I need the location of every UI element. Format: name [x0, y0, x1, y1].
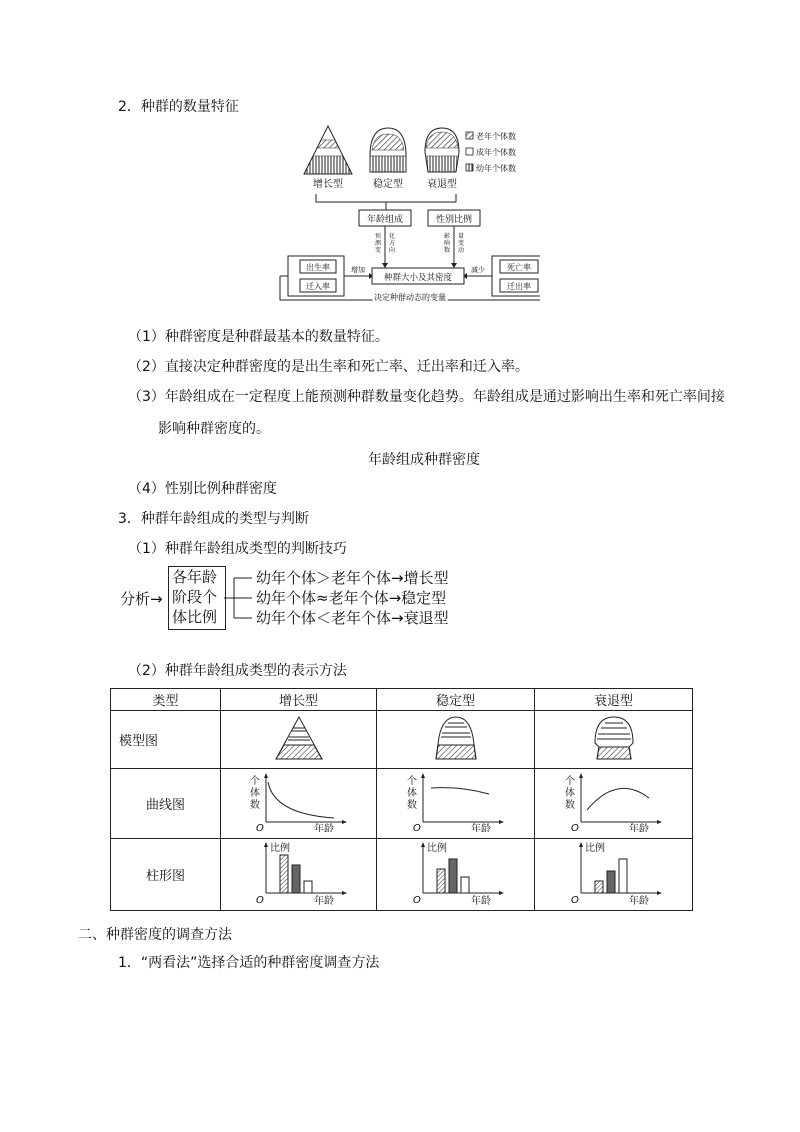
svg-text:O: O — [570, 822, 579, 832]
model-growth — [221, 711, 377, 769]
table-row-bar — [111, 839, 693, 911]
svg-text:O: O — [412, 822, 421, 832]
bar-growth — [221, 839, 377, 911]
declining-model-icon — [579, 713, 649, 763]
declining-curve-chart — [559, 772, 669, 832]
svg-text:向: 向 — [389, 247, 396, 254]
svg-text:个: 个 — [406, 775, 417, 787]
declining-bar-chart — [559, 841, 669, 905]
curve-declining — [535, 769, 693, 839]
rule-growth: 幼年个体＞老年个体→增长型 — [256, 569, 449, 587]
svg-text:变: 变 — [375, 247, 382, 254]
svg-text:死亡率: 死亡率 — [507, 263, 531, 272]
legend-adult: 成年个体数 — [476, 148, 516, 157]
point-3: （3）年龄组成在一定程度上能预测种群数量变化趋势。年龄组成是通过影响出生率和死亡率间接 — [128, 389, 725, 405]
row-label-curve: 曲线图 — [111, 769, 221, 839]
rule-stable: 幼年个体≈老年个体→稳定型 — [256, 589, 447, 607]
declining-pyramid-icon — [425, 128, 459, 172]
svg-text:年龄: 年龄 — [628, 895, 649, 905]
table-row-curve — [111, 769, 693, 839]
analysis-bracket — [224, 574, 254, 622]
box-line-2: 阶段个 — [172, 588, 218, 606]
header-stable: 稳定型 — [377, 689, 535, 711]
svg-text:减少: 减少 — [471, 266, 485, 274]
svg-text:响: 响 — [444, 240, 451, 247]
svg-text:增加: 增加 — [351, 266, 365, 274]
header-declining: 衰退型 — [535, 689, 693, 711]
growth-bar-chart — [244, 841, 354, 905]
svg-text:预: 预 — [375, 233, 382, 240]
section-heading-quantity-features: 2．种群的数量特征 — [118, 99, 239, 115]
pyramid-label-growth: 增长型 — [313, 179, 343, 190]
age-types-table — [110, 688, 693, 911]
header-growth: 增长型 — [221, 689, 377, 711]
svg-text:量: 量 — [458, 233, 465, 240]
stable-bar-chart — [401, 841, 511, 905]
row-label-bar: 柱形图 — [111, 839, 221, 911]
growth-model-icon — [264, 713, 334, 763]
svg-text:数: 数 — [406, 799, 417, 811]
bar-declining — [535, 839, 693, 911]
part2-item1: 1．“两看法”选择合适的种群密度调查方法 — [118, 955, 380, 971]
legend-young: 幼年个体数 — [476, 164, 516, 173]
model-declining — [535, 711, 693, 769]
bar-stable — [377, 839, 535, 911]
model-stable — [377, 711, 535, 769]
svg-text:O: O — [255, 822, 264, 832]
svg-text:数: 数 — [249, 799, 260, 811]
point-1: （1）种群密度是种群最基本的数量特征。 — [128, 329, 389, 345]
analysis-label: 分析→ — [120, 590, 163, 608]
svg-text:化: 化 — [389, 233, 396, 240]
svg-text:数: 数 — [564, 799, 575, 811]
stable-curve-chart — [401, 772, 511, 832]
stable-pyramid-icon — [370, 128, 406, 172]
rule-declining: 幼年个体＜老年个体→衰退型 — [256, 609, 449, 627]
svg-text:体: 体 — [564, 787, 575, 799]
section-heading-age-types: 3．种群年龄组成的类型与判断 — [118, 511, 309, 527]
svg-text:迁入率: 迁入率 — [306, 282, 330, 291]
pyramid-label-declining: 衰退型 — [427, 179, 457, 190]
svg-text:方: 方 — [389, 240, 396, 247]
svg-text:个: 个 — [564, 775, 575, 787]
svg-text:体: 体 — [249, 787, 260, 799]
svg-text:比例: 比例 — [269, 842, 290, 854]
age-density-line: 年龄组成种群密度 — [368, 452, 480, 468]
row-label-model: 模型图 — [111, 711, 221, 769]
svg-text:数: 数 — [444, 247, 451, 254]
svg-text:O: O — [570, 894, 579, 905]
legend — [466, 131, 516, 173]
svg-text:出生率: 出生率 — [306, 263, 330, 272]
svg-text:O: O — [412, 894, 421, 905]
dynamic-variables-label: 决定种群动态的变量 — [374, 293, 446, 302]
svg-text:变: 变 — [458, 240, 465, 247]
svg-text:影: 影 — [444, 233, 451, 240]
svg-text:年龄: 年龄 — [313, 895, 334, 905]
svg-text:体: 体 — [406, 787, 417, 799]
quantity-features-diagram — [270, 122, 540, 308]
point-4: （4）性别比例种群密度 — [128, 481, 277, 497]
subheading-judgment-skill: （1）种群年龄组成类型的判断技巧 — [128, 541, 347, 557]
svg-text:种群大小及其密度: 种群大小及其密度 — [383, 273, 453, 283]
svg-text:年龄: 年龄 — [313, 823, 334, 832]
table-header-row — [111, 689, 693, 711]
svg-text:O: O — [255, 894, 264, 905]
stable-model-icon — [421, 713, 491, 763]
svg-text:年龄组成: 年龄组成 — [366, 215, 404, 225]
svg-text:年龄: 年龄 — [628, 823, 649, 832]
growth-curve-chart — [244, 772, 354, 832]
subheading-representation: （2）种群年龄组成类型的表示方法 — [128, 663, 347, 679]
table-row-model — [111, 711, 693, 769]
svg-text:年龄: 年龄 — [470, 823, 491, 832]
svg-text:动: 动 — [458, 247, 465, 254]
box-line-1: 各年龄 — [172, 568, 218, 586]
pyramid-label-stable: 稳定型 — [373, 179, 403, 190]
point-2: （2）直接决定种群密度的是出生率和死亡率、迁出率和迁入率。 — [128, 359, 529, 375]
box-line-3: 体比例 — [172, 608, 218, 626]
svg-text:比例: 比例 — [426, 842, 447, 854]
curve-growth — [221, 769, 377, 839]
point-3-continued: 影响种群密度的。 — [158, 421, 270, 437]
svg-text:性别比例: 性别比例 — [435, 215, 473, 225]
svg-text:年龄: 年龄 — [470, 895, 491, 905]
svg-text:迁出率: 迁出率 — [507, 282, 531, 291]
curve-stable — [377, 769, 535, 839]
legend-old: 老年个体数 — [476, 132, 516, 141]
svg-text:测: 测 — [375, 240, 382, 247]
header-type: 类型 — [111, 689, 221, 711]
part2-heading: 二、种群密度的调查方法 — [78, 927, 232, 943]
svg-text:个: 个 — [249, 775, 260, 787]
svg-text:比例: 比例 — [584, 842, 605, 854]
growth-pyramid-icon — [304, 126, 352, 174]
